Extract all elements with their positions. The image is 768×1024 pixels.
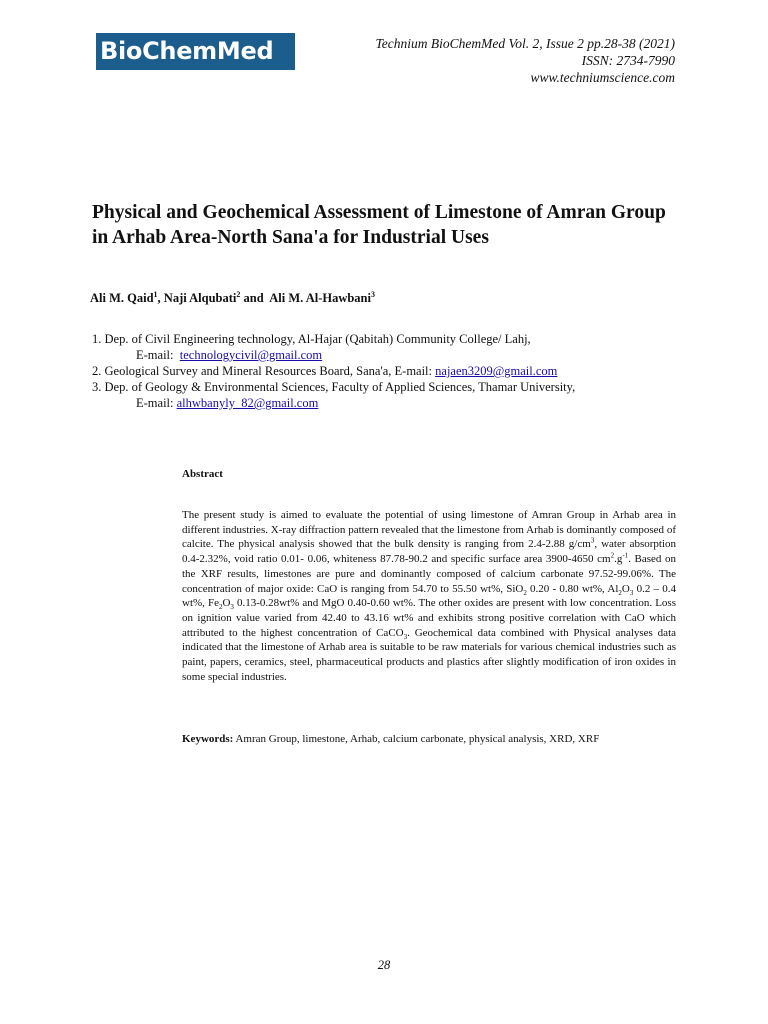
abstract-subscript: 3 xyxy=(629,588,634,597)
author-name: Ali M. Al-Hawbani xyxy=(269,291,371,306)
author-list xyxy=(90,290,375,306)
affiliation-item xyxy=(92,363,676,379)
journal-citation: Technium BioChemMed Vol. 2, Issue 2 pp.28-38 (2021) xyxy=(375,36,675,51)
abstract-text xyxy=(182,508,676,684)
abstract-segment: . Geochemical data combined with Physical analyses data indicated that the limestone of Arhab area is suitable to be raw materials for various chemical industries such as paint, papers, ceramics, steel, pharmaceutical products and plastics after slightly modification of iron oxides in some special industries. xyxy=(182,626,677,683)
abstract-subscript: 2 xyxy=(218,603,223,612)
abstract-segment: O xyxy=(222,597,231,610)
author-affiliation-mark: 1 xyxy=(153,290,158,299)
journal-logo: BioChemMed xyxy=(96,33,295,70)
affiliation-number: 2. xyxy=(92,364,102,378)
journal-issn: ISSN: 2734-7990 xyxy=(581,53,675,68)
abstract-segment: 0.20 - 0.80 wt%, Al xyxy=(526,582,619,595)
author-name: Ali M. Qaid xyxy=(90,291,154,306)
affiliation-item xyxy=(92,331,676,363)
author-affiliation-mark: 3 xyxy=(370,290,375,299)
email-link[interactable]: technologycivil@gmail.com xyxy=(179,348,323,362)
abstract-subscript: 2 xyxy=(618,588,622,597)
abstract-segment: O xyxy=(621,582,630,595)
affiliation-list xyxy=(92,331,676,411)
affiliation-number: 1. xyxy=(92,332,102,346)
journal-info xyxy=(376,35,675,86)
abstract-superscript: 2 xyxy=(610,551,615,560)
page-number: 28 xyxy=(377,958,391,972)
abstract-segment: .g xyxy=(614,553,623,566)
affiliation-text: Geological Survey and Mineral Resources Board, Sana'a, E-mail: xyxy=(104,364,433,378)
affiliation-number: 3. xyxy=(92,380,102,394)
author-name: Naji Alqubati xyxy=(163,291,237,306)
abstract-heading: Abstract xyxy=(182,468,223,480)
author-separator: , xyxy=(157,291,164,306)
author-affiliation-mark: 2 xyxy=(236,290,241,299)
abstract-segment: , water absorption 0.4-2.32%, void ratio 0.01- 0.06, whiteness 87.78-90.2 and specific surface area 3900-4650 cm xyxy=(182,538,677,566)
abstract-subscript: 3 xyxy=(403,632,408,641)
affiliation-item xyxy=(92,379,676,411)
affiliation-text: Dep. of Geology & Environmental Sciences, Faculty of Applied Sciences, Thamar University, xyxy=(104,380,576,394)
author-separator: and xyxy=(240,291,270,306)
abstract-segment: . Based on the XRF results, limestones are pure and dominantly composed of calcium carbonate 97.52-99.06%. The concentration of major oxide: CaO is ranging from 54.70 to 55.50 wt%, SiO xyxy=(182,553,677,595)
abstract-superscript: -1 xyxy=(622,551,629,560)
abstract-superscript: 3 xyxy=(590,536,595,545)
email-label: E-mail: xyxy=(136,396,174,410)
abstract-subscript: 2 xyxy=(523,588,527,597)
abstract-segment: 0.2 – 0.4 wt%, Fe xyxy=(182,582,677,610)
keywords-label: Keywords: xyxy=(182,733,234,745)
abstract-subscript: 3 xyxy=(230,603,234,612)
email-link[interactable]: najaen3209@gmail.com xyxy=(435,364,558,378)
abstract-segment: 0.13-0.28wt% and MgO 0.40-0.60 wt%. The other oxides are present with low concentration. Loss on ignition value varied from 42.40 to 43.16 wt% and exhibits strong positive correlation with CaO which attributed to the highest concentration of CaCO xyxy=(182,597,676,639)
email-label: E-mail: xyxy=(136,348,174,362)
journal-website: www.techniumscience.com xyxy=(530,70,675,85)
keywords-line xyxy=(182,733,676,745)
email-link[interactable]: alhwbanyly_82@gmail.com xyxy=(176,396,319,410)
affiliation-text: Dep. of Civil Engineering technology, Al-Hajar (Qabitah) Community College/ Lahj, xyxy=(104,332,531,346)
paper-title: Physical and Geochemical Assessment of Limestone of Amran Group in Arhab Area-North Sana'a for Industrial Uses xyxy=(92,202,666,248)
abstract-segment: The present study is aimed to evaluate the potential of using limestone of Amran Group in Arhab area in different industries. X-ray diffraction pattern revealed that the limestone from Arhab is dominantly composed of calcite. The physical analysis showed that the bulk density is ranging from 2.4-2.88 g/cm xyxy=(182,509,676,551)
keywords-text: Amran Group, limestone, Arhab, calcium carbonate, physical analysis, XRD, XRF xyxy=(233,733,600,745)
